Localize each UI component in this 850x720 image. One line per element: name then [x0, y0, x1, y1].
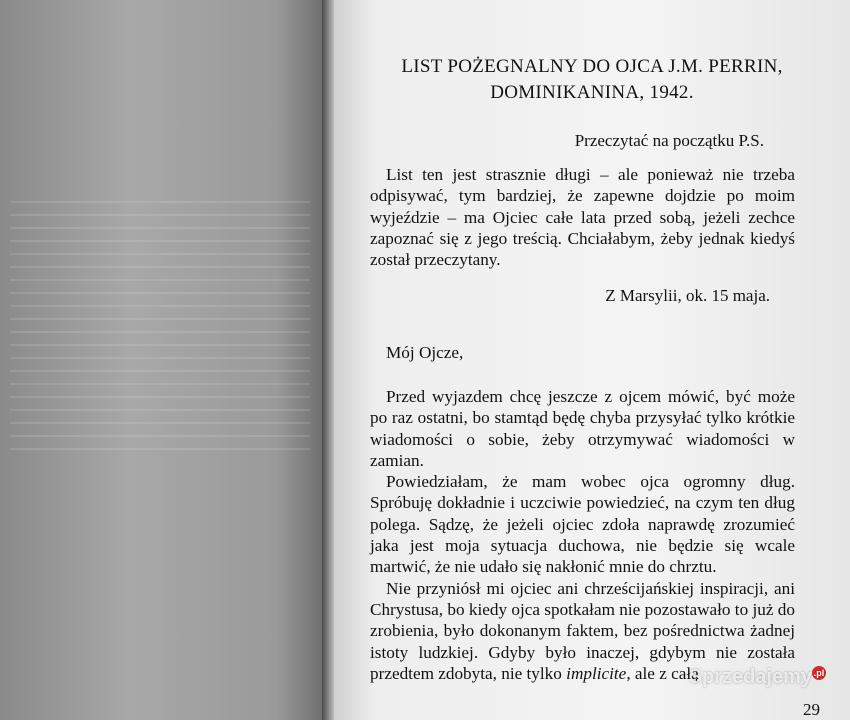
paragraph-text: , ale z całą	[626, 663, 699, 683]
page-number: 29	[803, 700, 820, 719]
title-line-1: LIST POŻEGNALNY DO OJCA J.M. PERRIN,	[401, 56, 783, 77]
left-page	[0, 0, 325, 720]
title-line-2: DOMINIKANINA, 1942.	[490, 82, 694, 103]
watermark-text: Sprzedajemy	[688, 666, 812, 688]
intro-paragraph: List ten jest strasznie długi – ale ponieważ nie trzeba odpisywać, tym bardziej, że zapewne dojdzie po moim wyjeździe – ma Ojciec całe lata przed sobą, jeżeli zechce zapoznać się z jego treścią. Chciałabym, żeby jednak kiedyś został przeczytany.	[370, 165, 795, 270]
italic-word: implicite	[566, 663, 627, 683]
salutation: Mój Ojcze,	[386, 343, 464, 362]
letter-paragraph: Powiedziałam, że mam wobec ojca ogromny dług. Spróbuję dokładnie i uczciwie powiedzieć, na czym ten dług polega. Sądzę, że jeżeli ojciec zdoła naprawdę zrozumieć jaka jest moja sytuacja duchowa, nie będzie się wcale martwić, że nie udało się nakłonić mnie do chrztu.	[370, 472, 795, 577]
page-title	[334, 54, 850, 106]
right-page	[334, 0, 850, 720]
watermark-badge: .pl	[813, 668, 825, 678]
watermark-logo	[689, 666, 826, 689]
intro-text	[370, 164, 795, 270]
subnote: Przeczytać na początku P.S.	[574, 131, 764, 150]
letter-paragraph: Przed wyjazdem chcę jeszcze z ojcem mówić, być może po raz ostatni, bo stamtąd będę chyba przysyłać tylko krótkie wiadomości o sobie, żeby otrzymywać wiadomości w zamian.	[370, 387, 795, 470]
place-date: Z Marsylii, ok. 15 maja.	[605, 286, 770, 305]
bleed-through-lines	[10, 190, 310, 461]
paragraph-text: Nie przyniósł mi ojciec ani chrześcijańskiej inspiracji, ani Chrystusa, bo kiedy ojca spotkałam nie pozostawało to już do zrobienia, było dokonanym faktem, bez pośrednictwa żadnej istoty ludzkiej. Gdyby było inaczej, gdybym nie została przedtem zdobyta, nie tylko	[370, 578, 795, 683]
letter-body	[370, 386, 795, 684]
